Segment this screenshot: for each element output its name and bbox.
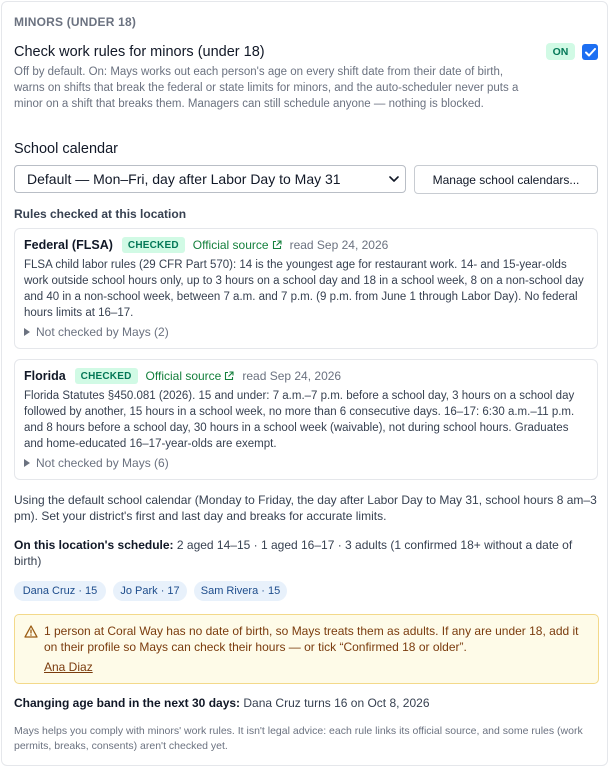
external-link-icon: [272, 240, 282, 250]
chevron-down-icon: [389, 175, 399, 183]
age-band-label: Changing age band in the next 30 days:: [14, 696, 241, 710]
not-checked-label: Not checked by Mays (6): [36, 456, 169, 470]
schedule-label: On this location's schedule:: [14, 538, 174, 552]
person-chip[interactable]: Jo Park · 17: [113, 581, 187, 601]
minors-check-label: Check work rules for minors (under 18): [14, 44, 265, 60]
age-band-change: [14, 696, 430, 710]
rule-name: Federal (FLSA): [24, 238, 113, 252]
rule-name: Florida: [24, 369, 66, 383]
official-source-label: Official source: [145, 369, 222, 383]
official-source-label: Official source: [192, 238, 269, 252]
alert-message: 1 person at Coral Way has no date of birth, so Mays treats them as adults. If any are under 18, add it on their profile so Mays can check their hours — or tick “Confirmed 18 or older”.: [44, 624, 579, 654]
schedule-counts: 2 aged 14–15 · 1 aged 16–17 · 3 adults (1 confirmed 18+ without a date of birth): [14, 538, 573, 568]
school-calendar-label: School calendar: [14, 141, 118, 157]
school-calendar-selected: Default — Mon–Fri, day after Labor Day to May 31: [27, 171, 341, 187]
age-band-text: Dana Cruz turns 16 on Oct 8, 2026: [243, 696, 430, 710]
status-badge: ON: [546, 43, 575, 60]
person-chip[interactable]: Dana Cruz · 15: [14, 581, 106, 601]
read-date: read Sep 24, 2026: [242, 369, 342, 383]
not-checked-disclosure[interactable]: [24, 325, 169, 339]
minors-settings-panel: [1, 1, 608, 766]
missing-dob-alert: [14, 614, 599, 684]
caret-right-icon: [24, 328, 30, 336]
legal-disclaimer: Mays helps you comply with minors' work rules. It isn't legal advice: each rule links its official source, and some rules (work permits, breaks, consents) aren't checked yet.: [14, 725, 583, 752]
rule-card-florida: [14, 359, 598, 480]
manage-calendars-button[interactable]: Manage school calendars...: [414, 165, 598, 194]
read-date: read Sep 24, 2026: [289, 238, 389, 252]
rule-description: Florida Statutes §450.081 (2026). 15 and under: 7 a.m.–7 p.m. before a school day, 3 hours on a school day followed by another, 15 hours in a school week, no more than 6 consecutive days. 16–17: 6:30 a.m.–11 p.m. and 8 hours before a school day, 30 hours in a school week (waivable), not during school hours. Graduates and home-educated 16–17-year-olds are exempt.: [24, 390, 575, 450]
checkmark-icon: [585, 48, 596, 57]
checked-badge: CHECKED: [75, 368, 138, 384]
not-checked-label: Not checked by Mays (2): [36, 325, 169, 339]
person-chip[interactable]: Sam Rivera · 15: [194, 581, 287, 601]
official-source-link[interactable]: [146, 369, 235, 383]
minors-check-checkbox[interactable]: [582, 44, 598, 60]
not-checked-disclosure[interactable]: [24, 456, 169, 470]
schedule-summary: [14, 537, 600, 569]
school-calendar-select[interactable]: [14, 165, 406, 193]
warning-icon: [24, 625, 38, 638]
rules-heading: Rules checked at this location: [14, 207, 187, 221]
person-profile-link[interactable]: Ana Diaz: [44, 660, 93, 674]
caret-right-icon: [24, 459, 30, 467]
official-source-link[interactable]: [193, 238, 282, 252]
calendar-note: Using the default school calendar (Monday to Friday, the day after Labor Day to May 31, school hours 8 am–3 pm). Set your district's first and last day and breaks for accurate limits.: [14, 493, 597, 523]
external-link-icon: [224, 371, 234, 381]
section-title: MINORS (UNDER 18): [14, 15, 137, 29]
checked-badge: CHECKED: [122, 237, 185, 253]
rule-card-federal: [14, 228, 598, 349]
minors-check-help: Off by default. On: Mays works out each person's age on every shift date from their date of birth, warns on shifts that break the federal or state limits for minors, and the auto-scheduler never puts a minor on a shift that breaks them. Managers can still schedule anyone — nothing is blocked.: [14, 66, 519, 110]
rule-description: FLSA child labor rules (29 CFR Part 570): 14 is the youngest age for restaurant work. 14- and 15-year-olds work outside school hours only, up to 3 hours on a school day and 18 in a school week, 8 on a non-school day and 40 in a non-school week, between 7 a.m. and 7 p.m. (9 p.m. from June 1 through Labor Day). No federal hours limits at 16–17.: [24, 259, 584, 319]
